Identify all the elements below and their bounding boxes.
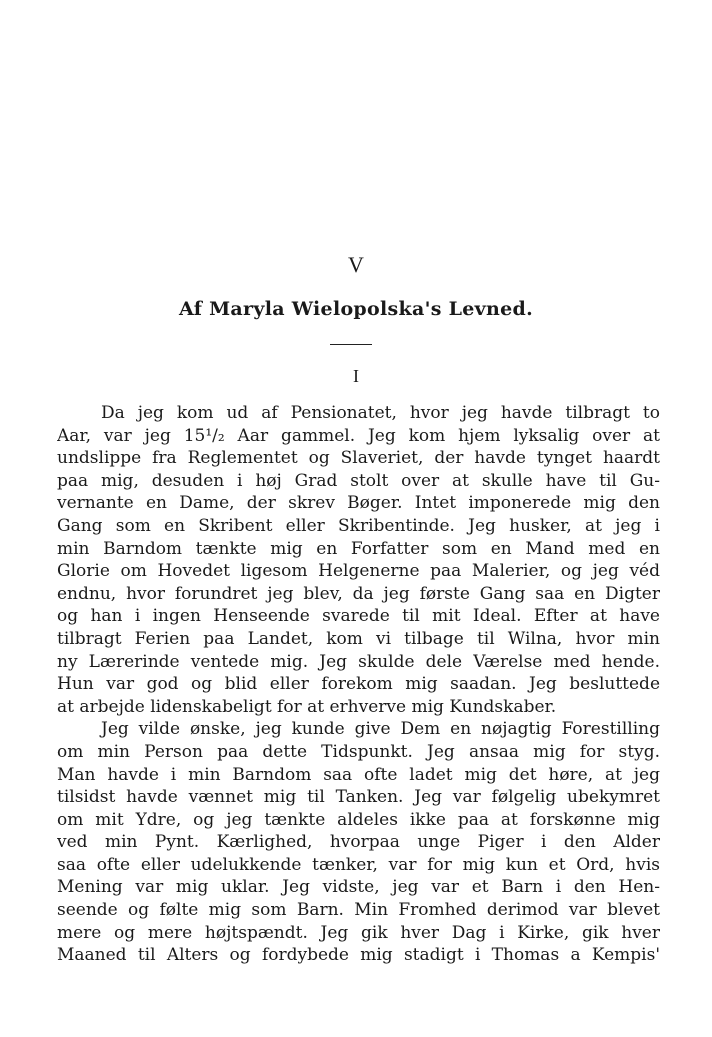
- text-line: Aar, var jeg 15¹/₂ Aar gammel. Jeg kom hjem lyksalig over at: [57, 425, 660, 446]
- text-line: mere og mere højtspændt. Jeg gik hver Dag i Kirke, gik hver: [57, 922, 660, 943]
- text-line: Maaned til Alters og fordybede mig stadigt i Thomas a Kempis': [57, 945, 660, 966]
- text-line: ny Lærerinde ventede mig. Jeg skulde dele Værelse med hende.: [57, 651, 660, 672]
- text-line: paa mig, desuden i høj Grad stolt over at skulle have til Gu-: [57, 470, 660, 491]
- chapter-title: Af Maryla Wielopolska's Levned.: [179, 298, 533, 320]
- text-line: undslippe fra Reglementet og Slaveriet, der havde tynget haardt: [57, 448, 660, 469]
- text-line: vernante en Dame, der skrev Bøger. Intet imponerede mig den: [57, 493, 660, 514]
- text-line: tilbragt Ferien paa Landet, kom vi tilbage til Wilna, hvor min: [57, 628, 660, 649]
- text-line: og han i ingen Henseende svarede til mit Ideal. Efter at have: [57, 606, 660, 627]
- text-line: ved min Pynt. Kærlighed, hvorpaa unge Piger i den Alder: [57, 832, 660, 853]
- chapter-number: V: [348, 252, 364, 277]
- text-line: Glorie om Hovedet ligesom Helgenerne paa Malerier, og jeg véd: [57, 561, 660, 582]
- text-line: om mit Ydre, og jeg tænkte aldeles ikke paa at forskønne mig: [57, 809, 660, 830]
- text-line: tilsidst havde vænnet mig til Tanken. Jeg var følgelig ubekymret: [57, 787, 660, 808]
- text-line: seende og følte mig som Barn. Min Fromhed derimod var blevet: [57, 900, 660, 921]
- text-line: Jeg vilde ønske, jeg kunde give Dem en nøjagtig Forestilling: [101, 719, 660, 740]
- text-line: Man havde i min Barndom saa ofte ladet mig det høre, at jeg: [57, 764, 660, 785]
- text-line: Da jeg kom ud af Pensionatet, hvor jeg havde tilbragt to: [101, 403, 660, 423]
- text-line: at arbejde lidenskabeligt for at erhverve mig Kundskaber.: [57, 696, 557, 717]
- text-line: endnu, hvor forundret jeg blev, da jeg første Gang saa en Digter: [57, 583, 660, 604]
- body-text: [57, 402, 660, 967]
- text-line: Gang som en Skribent eller Skribentinde. Jeg husker, at jeg i: [57, 515, 660, 536]
- text-line: om min Person paa dette Tidspunkt. Jeg ansaa mig for styg.: [57, 741, 660, 762]
- text-line: min Barndom tænkte mig en Forfatter som en Mand med en: [57, 538, 660, 559]
- text-line: Hun var god og blid eller forekom mig saadan. Jeg besluttede: [57, 674, 660, 695]
- title-divider: [330, 344, 372, 345]
- text-line: saa ofte eller udelukkende tænker, var for mig kun et Ord, hvis: [57, 854, 660, 875]
- text-line: Mening var mig uklar. Jeg vidste, jeg var et Barn i den Hen-: [57, 877, 660, 898]
- section-number: I: [353, 366, 359, 386]
